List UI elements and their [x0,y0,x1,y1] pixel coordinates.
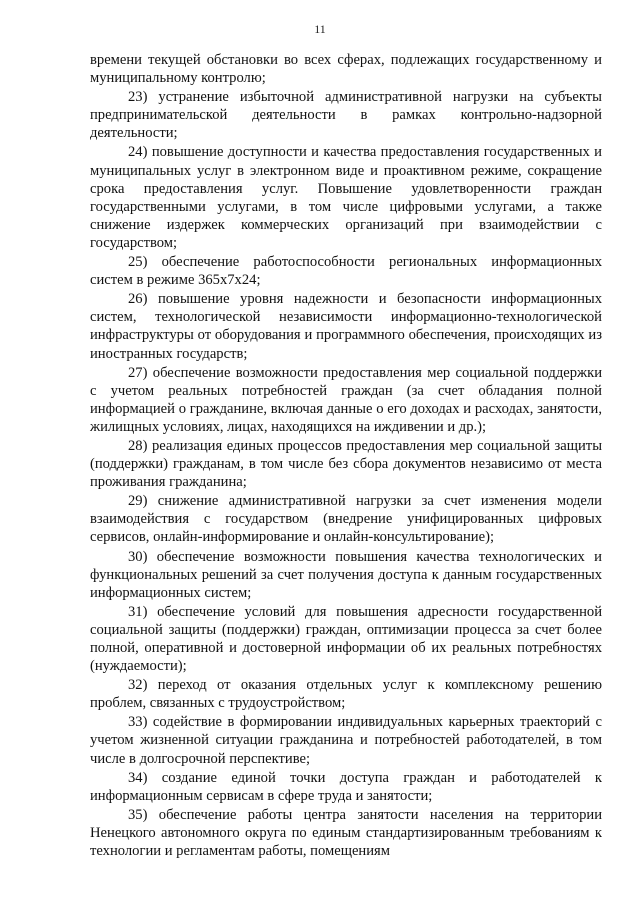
paragraph-30: 30) обеспечение возможности повышения качества технологических и функциональных решений за счет получения доступа к данным государственных информационных систем; [90,548,602,601]
paragraph-35: 35) обеспечение работы центра занятости населения на территории Ненецкого автономного округа по единым стандартизированным требованиям к технологии и регламентам работы, помещениям [90,806,602,860]
body-text [90,51,602,861]
paragraph-27: 27) обеспечение возможности предоставления мер социальной поддержки с учетом реальных потребностей граждан (за счет обладания полной информацией о гражданине, включая данные о его доходах и расходах, занятости, жилищных условиях, лицах, находящихся на иждивении и др.); [90,364,602,435]
paragraph-26: 26) повышение уровня надежности и безопасности информационных систем, технологической независимости информационно-технологической инфраструктуры от оборудования и программного обеспечения, происходящих из иностранных государств; [90,291,602,362]
paragraph-31: 31) обеспечение условий для повышения адресности государственной социальной защиты (поддержки) граждан, оптимизации процесса за счет более полной, оперативной и достоверной информации об их реальных потребностях (нуждаемости); [90,603,602,675]
paragraph-29: 29) снижение административной нагрузки за счет изменения модели взаимодействия с государством (внедрение унифицированных цифровых сервисов, онлайн-информирование и онлайн-консультирование); [90,493,602,546]
page-number: 11 [314,22,326,36]
paragraph-24: 24) повышение доступности и качества предоставления государственных и муниципальных услуг в электронном виде и проактивном режиме, сокращение срока предоставления услуг. Повышение удовлетворенности граждан государственными услугами, в том числе цифровыми услугами, а также снижение издержек коммерческих организаций при взаимодействии с государством; [90,144,602,251]
paragraph-32: 32) переход от оказания отдельных услуг к комплексному решению проблем, связанных с трудоустройством; [90,677,602,712]
paragraph-33: 33) содействие в формировании индивидуальных карьерных траекторий с учетом жизненной ситуации гражданина и потребностей работодателей, в том числе в долгосрочной перспективе; [90,714,602,767]
paragraph-28: 28) реализация единых процессов предоставления мер социальной защиты (поддержки) гражданам, в том числе без сбора документов независимо от места проживания гражданина; [90,437,602,491]
paragraph-34: 34) создание единой точки доступа граждан и работодателей к информационным сервисам в сфере труда и занятости; [90,769,602,804]
paragraph-25: 25) обеспечение работоспособности региональных информационных систем в режиме 365х7х24; [90,254,602,289]
paragraph-23: 23) устранение избыточной административной нагрузки на субъекты предпринимательской деятельности в рамках контрольно-надзорной деятельности; [90,89,602,142]
paragraph-22-continuation: времени текущей обстановки во всех сферах, подлежащих государственному и муниципальному контролю; [90,52,602,87]
